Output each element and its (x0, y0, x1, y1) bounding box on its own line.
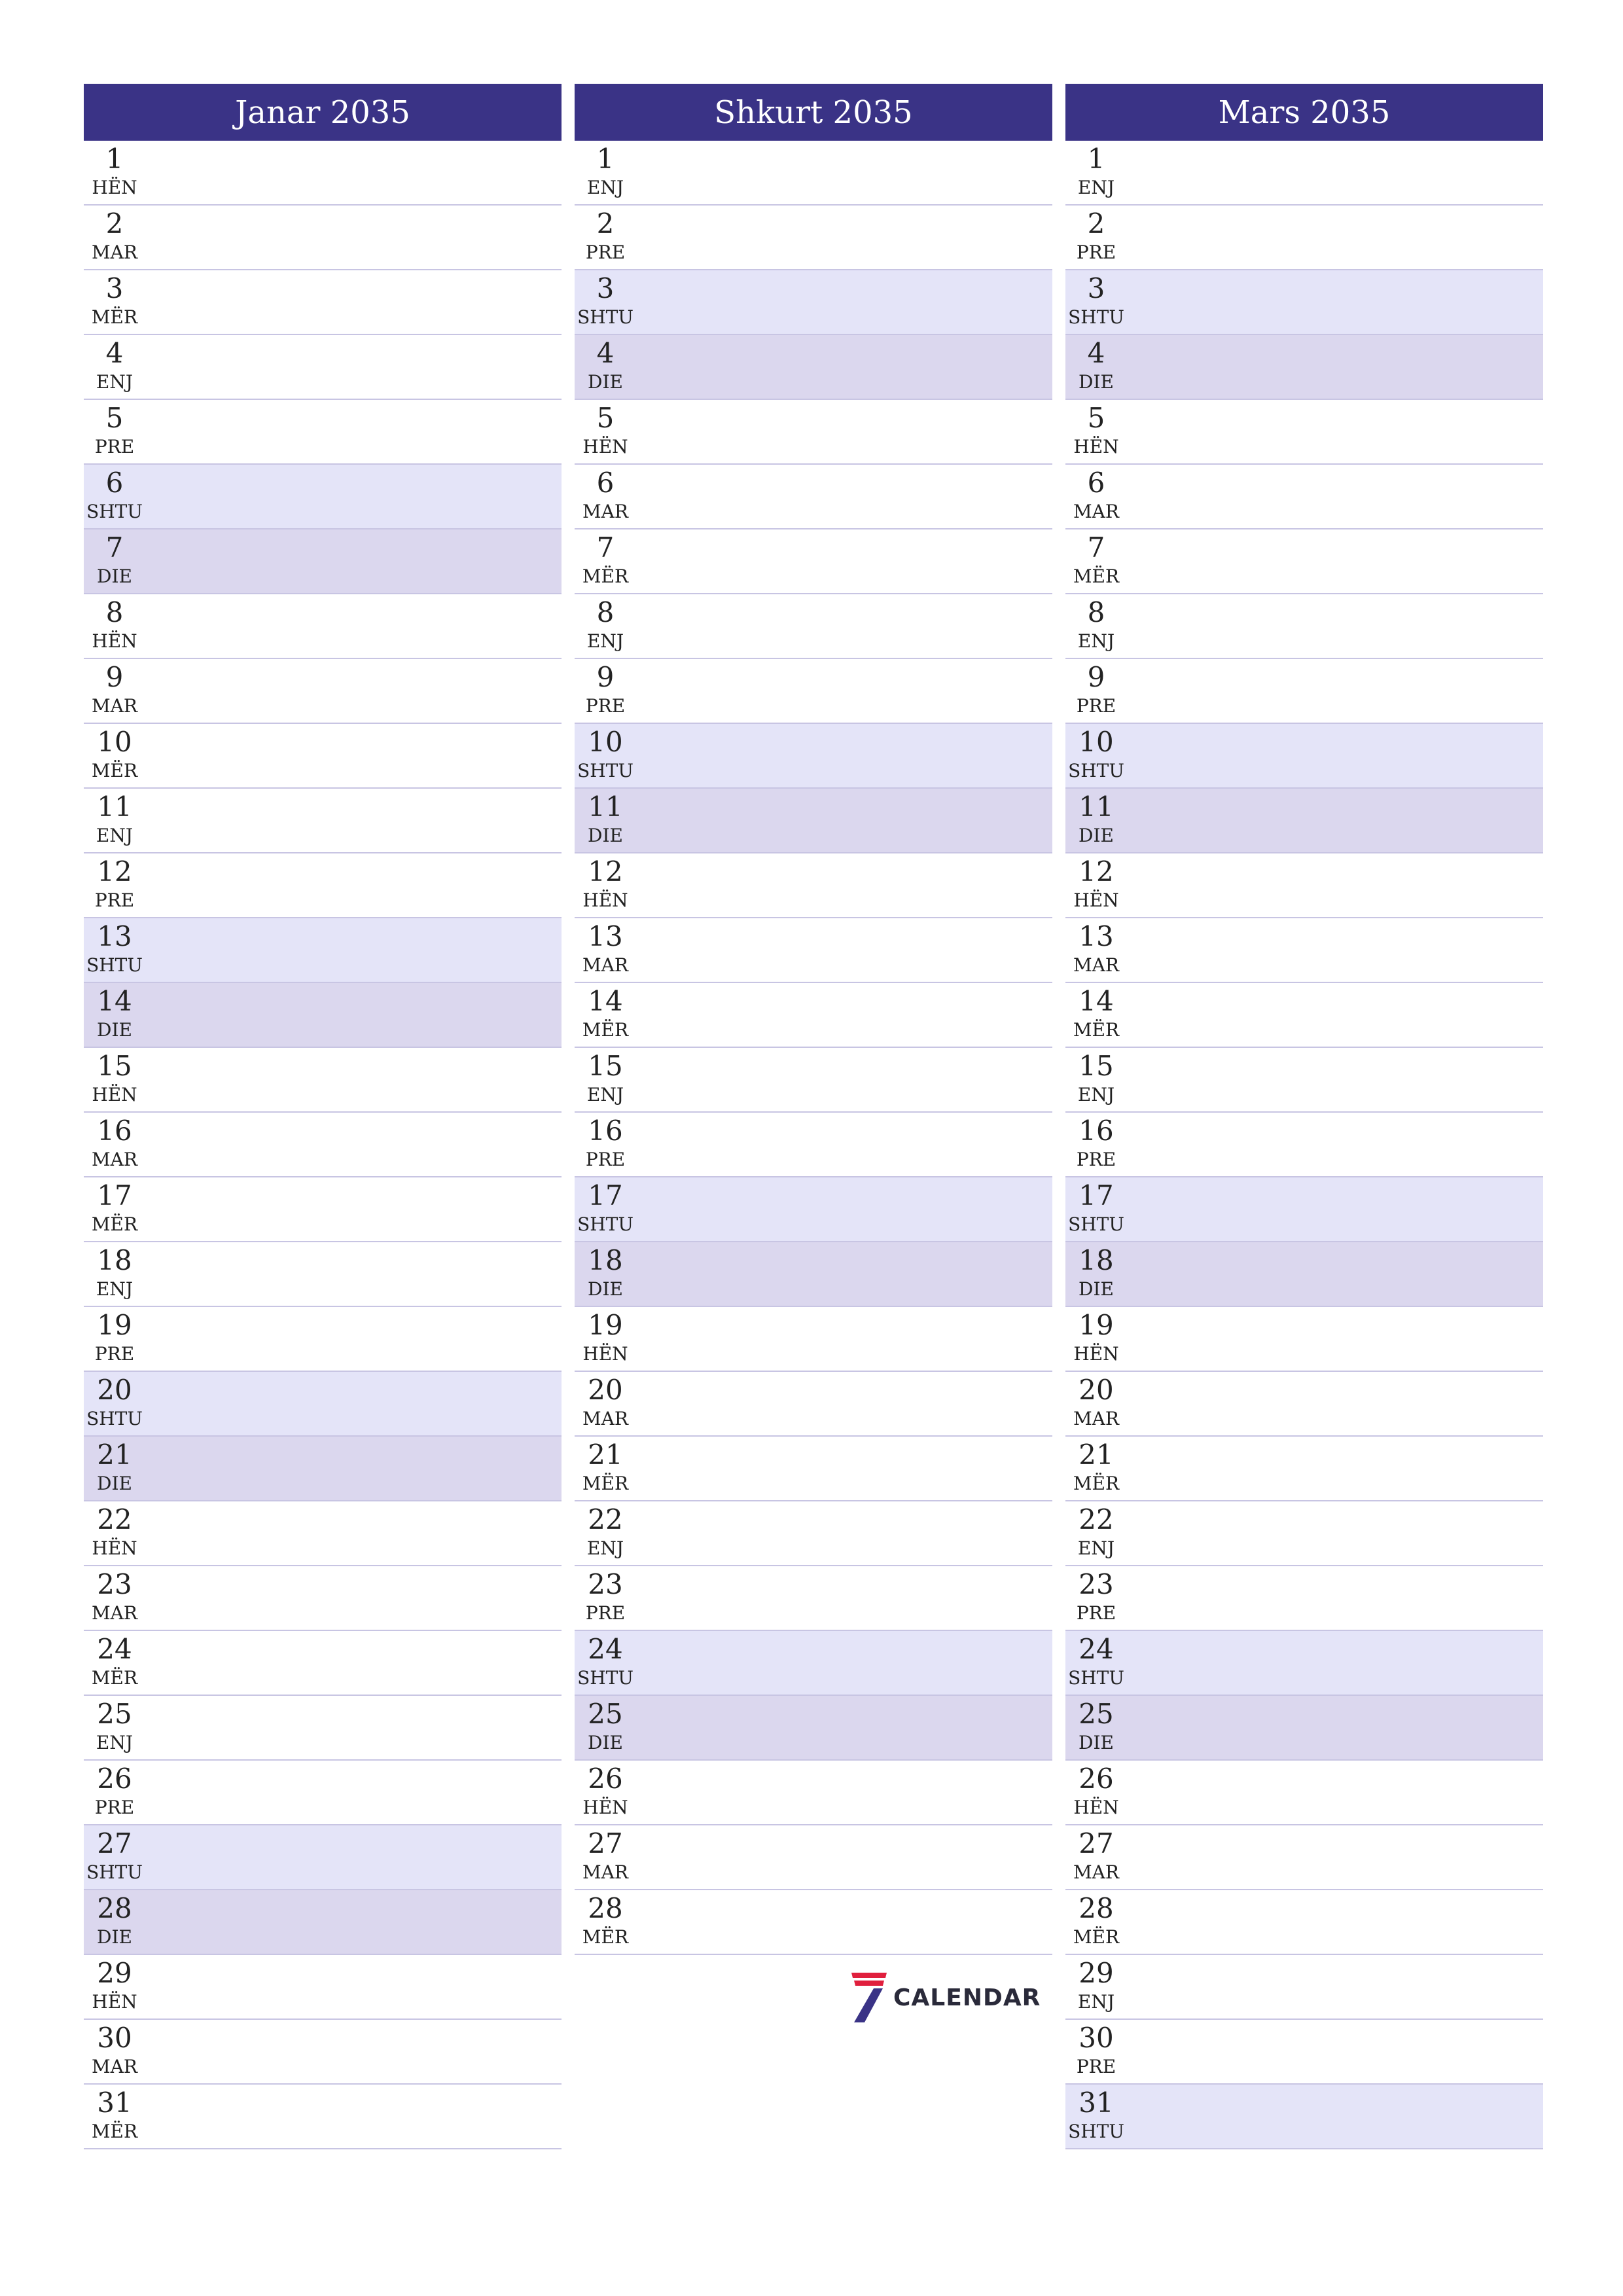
day-number: 5 (1087, 402, 1105, 434)
day-row (84, 335, 562, 400)
day-number: 9 (1087, 661, 1105, 693)
day-name: SHTU (1068, 2121, 1124, 2142)
day-number: 4 (1087, 337, 1105, 369)
day-row (1065, 918, 1543, 983)
day-name: HËN (92, 1537, 137, 1559)
day-name: DIE (97, 1926, 132, 1948)
day-number: 7 (596, 531, 615, 564)
day-number: 2 (596, 207, 615, 240)
day-name: HËN (582, 889, 628, 911)
day-number: 31 (97, 2087, 132, 2119)
day-row (1065, 1761, 1543, 1825)
day-name: MËR (1073, 565, 1120, 587)
day-row (575, 1825, 1052, 1890)
day-number: 17 (588, 1179, 623, 1211)
day-name: DIE (588, 1278, 623, 1300)
day-row (84, 594, 562, 659)
day-name: MËR (91, 1667, 138, 1689)
day-number: 24 (97, 1633, 132, 1665)
day-name: ENJ (586, 1537, 624, 1559)
day-name: HËN (92, 1084, 137, 1105)
day-row (84, 206, 562, 270)
day-number: 15 (1079, 1050, 1114, 1082)
day-number: 9 (596, 661, 615, 693)
day-row (575, 1048, 1052, 1113)
day-row (575, 1631, 1052, 1696)
day-number: 11 (1079, 791, 1114, 823)
day-name: MAR (1073, 954, 1119, 976)
day-name: ENJ (1077, 1084, 1115, 1105)
day-number: 6 (105, 467, 124, 499)
day-name: HËN (582, 436, 628, 457)
month-header: Mars 2035 (1065, 84, 1543, 141)
day-row (575, 1177, 1052, 1242)
month-column-february (575, 84, 1052, 1955)
day-name: MËR (91, 306, 138, 328)
month-header: Shkurt 2035 (575, 84, 1052, 141)
day-name: PRE (94, 436, 135, 457)
day-number: 31 (1079, 2087, 1114, 2119)
day-name: MAR (582, 1861, 628, 1883)
day-row (84, 1825, 562, 1890)
day-name: HËN (1073, 889, 1119, 911)
day-row (1065, 1113, 1543, 1177)
day-row (84, 141, 562, 206)
day-number: 4 (105, 337, 124, 369)
day-name: ENJ (586, 630, 624, 652)
day-number: 14 (1079, 985, 1114, 1017)
day-name: PRE (1076, 2056, 1116, 2077)
day-row (575, 1761, 1052, 1825)
day-row (575, 335, 1052, 400)
day-name: ENJ (96, 825, 134, 846)
day-row (84, 1048, 562, 1113)
day-row (575, 465, 1052, 529)
day-list (575, 141, 1052, 1955)
day-number: 25 (97, 1698, 132, 1730)
day-row (84, 1372, 562, 1437)
brand-logo (847, 1971, 1041, 2024)
brand-text: CALENDAR (893, 1984, 1041, 2011)
day-number: 30 (97, 2022, 132, 2054)
day-name: DIE (1079, 825, 1114, 846)
day-row (1065, 789, 1543, 853)
day-name: MAR (582, 1408, 628, 1429)
day-name: MËR (91, 760, 138, 781)
day-number: 16 (1079, 1115, 1114, 1147)
day-row (84, 853, 562, 918)
day-row (575, 1501, 1052, 1566)
day-number: 13 (97, 920, 132, 952)
day-row (1065, 1890, 1543, 1955)
day-number: 25 (588, 1698, 623, 1730)
day-name: PRE (94, 1343, 135, 1365)
day-number: 28 (97, 1892, 132, 1924)
day-name: DIE (588, 1732, 623, 1753)
day-number: 23 (1079, 1568, 1114, 1600)
month-column-january (84, 84, 562, 2149)
day-number: 3 (1087, 272, 1105, 304)
day-number: 12 (588, 855, 623, 888)
day-row (84, 1566, 562, 1631)
day-row (1065, 1372, 1543, 1437)
day-name: PRE (1076, 695, 1116, 717)
day-row (1065, 1501, 1543, 1566)
day-name: HËN (92, 630, 137, 652)
day-number: 24 (588, 1633, 623, 1665)
day-number: 4 (596, 337, 615, 369)
day-row (84, 1307, 562, 1372)
day-number: 7 (105, 531, 124, 564)
day-row (575, 1566, 1052, 1631)
day-number: 13 (1079, 920, 1114, 952)
day-row (575, 141, 1052, 206)
day-row (84, 983, 562, 1048)
day-row (84, 1696, 562, 1761)
day-row (84, 2020, 562, 2085)
day-number: 21 (588, 1439, 623, 1471)
day-row (575, 918, 1052, 983)
day-name: HËN (92, 177, 137, 198)
day-name: SHTU (86, 501, 143, 522)
day-name: MËR (582, 1926, 629, 1948)
day-name: PRE (585, 242, 626, 263)
day-row (84, 659, 562, 724)
day-row (84, 1437, 562, 1501)
day-number: 1 (105, 143, 124, 175)
day-number: 1 (596, 143, 615, 175)
day-name: HËN (92, 1991, 137, 2013)
day-number: 22 (1079, 1503, 1114, 1535)
day-row (575, 1307, 1052, 1372)
day-name: MAR (92, 242, 137, 263)
day-row (1065, 1242, 1543, 1307)
day-name: PRE (585, 1149, 626, 1170)
day-number: 3 (105, 272, 124, 304)
day-number: 19 (1079, 1309, 1114, 1341)
day-row (575, 789, 1052, 853)
day-row (1065, 2020, 1543, 2085)
day-number: 20 (588, 1374, 623, 1406)
day-number: 21 (1079, 1439, 1114, 1471)
day-number: 10 (588, 726, 623, 758)
day-number: 18 (97, 1244, 132, 1276)
day-number: 9 (105, 661, 124, 693)
day-name: SHTU (1068, 306, 1124, 328)
day-row (1065, 1566, 1543, 1631)
day-number: 11 (588, 791, 623, 823)
day-name: SHTU (1068, 1667, 1124, 1689)
day-row (1065, 141, 1543, 206)
day-row (575, 1437, 1052, 1501)
day-number: 3 (596, 272, 615, 304)
day-row (575, 659, 1052, 724)
day-name: HËN (1073, 1797, 1119, 1818)
day-row (84, 724, 562, 789)
day-number: 14 (97, 985, 132, 1017)
day-name: PRE (585, 1602, 626, 1624)
day-row (575, 594, 1052, 659)
day-name: ENJ (1077, 177, 1115, 198)
day-number: 6 (1087, 467, 1105, 499)
day-number: 26 (1079, 1763, 1114, 1795)
day-row (84, 1113, 562, 1177)
day-number: 2 (105, 207, 124, 240)
day-name: DIE (97, 1019, 132, 1041)
day-row (575, 1113, 1052, 1177)
day-name: PRE (1076, 242, 1116, 263)
day-number: 29 (97, 1957, 132, 1989)
day-row (84, 400, 562, 465)
day-name: SHTU (1068, 1213, 1124, 1235)
day-row (1065, 1631, 1543, 1696)
day-number: 5 (596, 402, 615, 434)
day-number: 12 (97, 855, 132, 888)
day-row (575, 1696, 1052, 1761)
calendar-grid (84, 84, 1543, 2178)
day-name: SHTU (1068, 760, 1124, 781)
day-name: DIE (588, 825, 623, 846)
day-number: 19 (97, 1309, 132, 1341)
day-name: MAR (1073, 1408, 1119, 1429)
day-row (1065, 1955, 1543, 2020)
day-number: 14 (588, 985, 623, 1017)
day-number: 8 (1087, 596, 1105, 628)
day-list (1065, 141, 1543, 2149)
day-number: 15 (588, 1050, 623, 1082)
day-number: 27 (588, 1827, 623, 1859)
day-number: 21 (97, 1439, 132, 1471)
day-row (84, 1631, 562, 1696)
day-row (1065, 594, 1543, 659)
day-row (84, 270, 562, 335)
day-number: 25 (1079, 1698, 1114, 1730)
day-name: ENJ (1077, 630, 1115, 652)
day-row (1065, 465, 1543, 529)
day-row (1065, 400, 1543, 465)
day-name: DIE (1079, 1732, 1114, 1753)
day-number: 12 (1079, 855, 1114, 888)
day-number: 19 (588, 1309, 623, 1341)
day-name: MËR (1073, 1019, 1120, 1041)
day-name: MAR (92, 2056, 137, 2077)
day-name: MËR (91, 1213, 138, 1235)
day-number: 16 (588, 1115, 623, 1147)
day-row (1065, 270, 1543, 335)
day-name: DIE (97, 1473, 132, 1494)
day-name: MËR (1073, 1473, 1120, 1494)
day-name: PRE (94, 889, 135, 911)
day-row (84, 918, 562, 983)
day-name: MAR (1073, 1861, 1119, 1883)
day-row (84, 789, 562, 853)
day-number: 7 (1087, 531, 1105, 564)
day-row (84, 2085, 562, 2149)
day-name: HËN (582, 1343, 628, 1365)
day-number: 29 (1079, 1957, 1114, 1989)
day-name: MËR (91, 2121, 138, 2142)
day-name: MAR (582, 954, 628, 976)
day-name: DIE (97, 565, 132, 587)
day-name: SHTU (86, 1408, 143, 1429)
day-row (1065, 1696, 1543, 1761)
day-name: MËR (582, 565, 629, 587)
day-number: 13 (588, 920, 623, 952)
day-name: HËN (1073, 436, 1119, 457)
day-row (575, 724, 1052, 789)
day-number: 17 (1079, 1179, 1114, 1211)
day-number: 8 (105, 596, 124, 628)
day-name: DIE (588, 371, 623, 393)
day-name: SHTU (577, 1213, 633, 1235)
day-number: 2 (1087, 207, 1105, 240)
day-row (1065, 659, 1543, 724)
day-number: 26 (588, 1763, 623, 1795)
day-number: 28 (1079, 1892, 1114, 1924)
day-name: MAR (92, 1149, 137, 1170)
day-row (84, 1890, 562, 1955)
day-name: MËR (582, 1019, 629, 1041)
day-number: 17 (97, 1179, 132, 1211)
day-name: ENJ (96, 371, 134, 393)
day-name: ENJ (96, 1732, 134, 1753)
day-row (84, 1242, 562, 1307)
day-number: 22 (588, 1503, 623, 1535)
day-name: ENJ (586, 1084, 624, 1105)
day-name: MËR (582, 1473, 629, 1494)
day-row (575, 400, 1052, 465)
day-name: SHTU (577, 760, 633, 781)
day-row (84, 1761, 562, 1825)
day-number: 24 (1079, 1633, 1114, 1665)
day-number: 26 (97, 1763, 132, 1795)
day-row (84, 465, 562, 529)
day-name: MAR (582, 501, 628, 522)
day-row (575, 1372, 1052, 1437)
day-number: 22 (97, 1503, 132, 1535)
day-name: ENJ (1077, 1537, 1115, 1559)
day-number: 1 (1087, 143, 1105, 175)
day-number: 16 (97, 1115, 132, 1147)
day-name: SHTU (577, 1667, 633, 1689)
day-number: 23 (588, 1568, 623, 1600)
day-name: SHTU (86, 954, 143, 976)
day-name: ENJ (586, 177, 624, 198)
day-number: 10 (1079, 726, 1114, 758)
day-name: SHTU (577, 306, 633, 328)
day-number: 18 (588, 1244, 623, 1276)
day-row (1065, 1825, 1543, 1890)
day-row (575, 983, 1052, 1048)
day-name: MAR (92, 695, 137, 717)
day-name: ENJ (1077, 1991, 1115, 2013)
day-row (84, 1177, 562, 1242)
month-header: Janar 2035 (84, 84, 562, 141)
day-name: HËN (1073, 1343, 1119, 1365)
day-row (1065, 1177, 1543, 1242)
day-row (575, 1890, 1052, 1955)
day-row (84, 1501, 562, 1566)
day-name: PRE (1076, 1602, 1116, 1624)
day-number: 27 (97, 1827, 132, 1859)
day-row (1065, 1048, 1543, 1113)
day-number: 27 (1079, 1827, 1114, 1859)
day-name: PRE (585, 695, 626, 717)
day-row (575, 529, 1052, 594)
day-number: 18 (1079, 1244, 1114, 1276)
day-row (1065, 853, 1543, 918)
day-number: 28 (588, 1892, 623, 1924)
day-row (1065, 335, 1543, 400)
day-row (1065, 983, 1543, 1048)
day-row (84, 1955, 562, 2020)
day-row (575, 206, 1052, 270)
day-name: DIE (1079, 371, 1114, 393)
day-name: MAR (92, 1602, 137, 1624)
day-row (1065, 724, 1543, 789)
day-row (1065, 1437, 1543, 1501)
day-row (575, 1242, 1052, 1307)
month-column-march (1065, 84, 1543, 2149)
day-name: DIE (1079, 1278, 1114, 1300)
day-name: HËN (582, 1797, 628, 1818)
seven-logo-icon (847, 1973, 887, 2022)
day-row (84, 529, 562, 594)
day-list (84, 141, 562, 2149)
day-number: 23 (97, 1568, 132, 1600)
day-row (575, 853, 1052, 918)
day-name: MËR (1073, 1926, 1120, 1948)
day-row (1065, 1307, 1543, 1372)
day-name: SHTU (86, 1861, 143, 1883)
day-number: 30 (1079, 2022, 1114, 2054)
day-row (1065, 529, 1543, 594)
day-name: ENJ (96, 1278, 134, 1300)
day-name: MAR (1073, 501, 1119, 522)
day-number: 5 (105, 402, 124, 434)
day-row (1065, 2085, 1543, 2149)
day-number: 15 (97, 1050, 132, 1082)
day-number: 11 (97, 791, 132, 823)
day-number: 10 (97, 726, 132, 758)
day-name: PRE (1076, 1149, 1116, 1170)
day-row (575, 270, 1052, 335)
day-row (1065, 206, 1543, 270)
day-number: 6 (596, 467, 615, 499)
day-number: 20 (1079, 1374, 1114, 1406)
day-name: PRE (94, 1797, 135, 1818)
day-number: 8 (596, 596, 615, 628)
day-number: 20 (97, 1374, 132, 1406)
